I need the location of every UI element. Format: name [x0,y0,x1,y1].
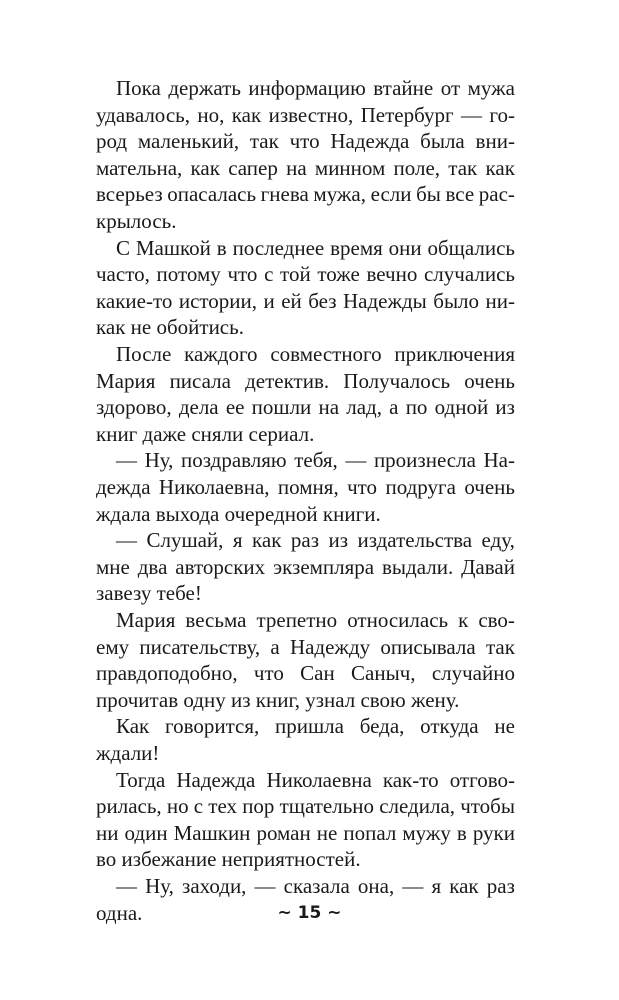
text-line: часто, потому что с той тоже вечно случались [96,262,515,287]
text-line: книг даже сняли сериал. [96,421,315,446]
text-line: род маленький, так что Надежда была вни- [96,129,515,154]
text-line: здорово, дела ее пошли на лад, а по одной из [96,395,515,420]
text-line: дежда Николаевна, помня, что подруга очень [96,475,515,499]
text-line: — Ну, поздравляю тебя, — произнесла На- [116,448,515,473]
text-line: Пока держать информацию втайне от мужа [116,76,515,100]
text-line: удавалось, но, как известно, Петербург — го- [96,102,515,127]
page-number: ~ 15 ~ [277,903,342,923]
text-line: рилась, но с тех пор тщательно следила, чтобы [96,794,515,819]
text-line: ждала выхода очередной книги. [96,501,381,526]
text-line: мательна, как сапер на минном поле, так как [96,155,515,180]
text-line: какие-то истории, и ей без Надежды было ни- [96,288,515,313]
text-line: всерьез опасалась гнева мужа, если бы все рас- [96,182,515,207]
text-line: Тогда Надежда Николаевна как-то отгово- [116,767,515,792]
text-line: ни один Машкин роман не попал мужу в руки [96,820,515,845]
text-line: Мария писала детектив. Получалось очень [96,368,515,393]
text-line: С Машкой в последнее время они общались [116,235,515,260]
text-line: завезу тебе! [96,581,202,606]
text-line: ждали! [96,741,160,765]
text-line: Как говорится, пришла беда, откуда не [116,714,515,739]
text-line: — Слушай, я как раз из издательства еду, [116,528,515,553]
text-line: во избежание неприятностей. [96,847,361,872]
text-line: прочитав одну из книг, узнал свою жену. [96,687,460,712]
text-line: крылось. [96,209,177,233]
text-line: ему писательству, а Надежду описывала так [96,634,515,659]
text-line: Мария весьма трепетно относилась к сво- [116,608,515,632]
text-line: одна. [96,900,143,925]
text-line: как не обойтись. [96,315,244,340]
text-line: правдоподобно, что Сан Саныч, случайно [96,661,515,686]
text-line: После каждого совместного приключения [116,342,515,366]
text-line: — Ну, заходи, — сказала она, — я как раз [116,874,515,898]
text-line: мне два авторских экземпляра выдали. Давай [96,554,515,579]
